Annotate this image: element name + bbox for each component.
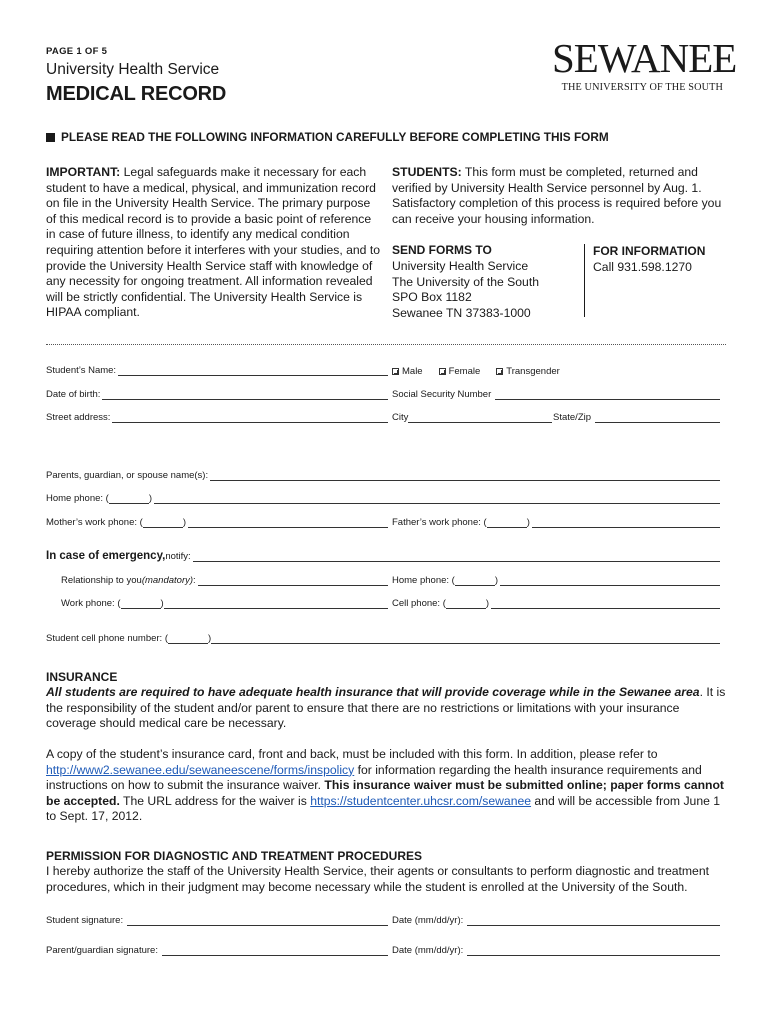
area-code-blank[interactable] — [455, 577, 495, 586]
parents-field[interactable] — [46, 470, 720, 481]
waiver-link[interactable]: https://studentcenter.uhcsr.com/sewanee — [310, 793, 532, 808]
student-name-line[interactable] — [118, 367, 388, 376]
area-code-blank[interactable] — [487, 519, 527, 528]
parent-signature-field[interactable] — [46, 945, 388, 956]
gender-label: Female — [448, 366, 481, 377]
student-signature-label: Student signature: — [46, 915, 124, 926]
student-signature-line[interactable] — [127, 917, 388, 926]
insurance-text: A copy of the student’s insurance card, front and back, must be included with this form. In addition, please refer to — [46, 747, 658, 761]
area-code-blank[interactable] — [168, 635, 208, 644]
state-zip-label: State/Zip — [553, 412, 592, 423]
parent-date-field[interactable] — [392, 945, 720, 956]
cell-phone-line[interactable] — [491, 600, 720, 609]
home-phone-field[interactable] — [46, 493, 720, 504]
father-phone-label: Father’s work phone: ( — [392, 517, 487, 528]
permission-text: I hereby authorize the staff of the University Health Service, their agents or consultants to perform diagnostic and treatment procedures, which in their judgment may become necessary while the student is enrolled at the University of the South. — [46, 864, 709, 894]
close-paren: ) — [182, 517, 186, 528]
insurance-paragraph-2 — [46, 747, 726, 825]
street-field[interactable] — [46, 412, 388, 423]
gender-label: Transgender — [506, 366, 560, 377]
close-paren: ) — [485, 598, 490, 609]
city-field[interactable] — [392, 412, 552, 423]
notice-text: PLEASE READ THE FOLLOWING INFORMATION CAREFULLY BEFORE COMPLETING THIS FORM — [61, 130, 609, 144]
ssn-line[interactable] — [495, 391, 720, 400]
important-paragraph — [46, 165, 382, 321]
student-name-field[interactable] — [46, 365, 388, 376]
student-cell-line[interactable] — [211, 635, 720, 644]
state-zip-field[interactable] — [553, 412, 720, 423]
checkbox-icon[interactable] — [496, 368, 503, 375]
important-lead: IMPORTANT: — [46, 165, 121, 179]
parents-label: Parents, guardian, or spouse name(s): — [46, 470, 209, 481]
gender-label: Male — [402, 366, 423, 377]
relationship-colon: : — [193, 575, 196, 586]
students-text: This form must be completed, returned and verified by University Health Service personnel by Aug. 1. Satisfactory completion of this process is required before you can receive your housing information. — [392, 165, 722, 226]
close-paren: ) — [526, 517, 530, 528]
dotted-divider — [46, 344, 726, 345]
parents-line[interactable] — [210, 472, 720, 481]
city-line[interactable] — [408, 414, 552, 423]
ssn-label: Social Security Number — [392, 389, 492, 400]
date-label: Date (mm/dd/yr): — [392, 945, 464, 956]
home-phone-line[interactable] — [154, 495, 720, 504]
relationship-field[interactable] — [61, 575, 388, 586]
student-signature-field[interactable] — [46, 915, 388, 926]
dob-field[interactable] — [46, 389, 388, 400]
area-code-blank[interactable] — [109, 495, 149, 504]
waiver-notice: This insurance waiver must be submitted online; paper forms cannot be accepted. — [46, 778, 724, 808]
insurance-text: The URL address for the waiver is — [119, 793, 311, 808]
insurance-paragraph-1 — [46, 685, 726, 732]
area-code-blank[interactable] — [143, 519, 183, 528]
state-zip-line[interactable] — [595, 414, 720, 423]
father-phone-field[interactable] — [392, 517, 720, 528]
send-forms-line: Sewanee TN 37383-1000 — [392, 306, 531, 320]
gender-option-male[interactable] — [392, 366, 423, 377]
inspolicy-link[interactable]: http://www2.sewanee.edu/sewaneescene/forms/inspolicy — [46, 762, 355, 777]
page-title: MEDICAL RECORD — [46, 83, 227, 105]
parent-signature-line[interactable] — [162, 947, 388, 956]
insurance-text: . It is the responsibility of the student and/or parent to ensure that there are no restrictions or limitations with your insurance coverage should medical care be necessary. — [46, 685, 726, 731]
close-paren: ) — [208, 633, 212, 644]
emergency-label: In case of emergency, — [46, 550, 166, 562]
mandatory-note: (mandatory) — [141, 575, 194, 586]
work-phone-line[interactable] — [164, 600, 388, 609]
insurance-title: INSURANCE — [46, 670, 118, 684]
relationship-line[interactable] — [198, 577, 388, 586]
send-forms-line: The University of the South — [392, 275, 539, 289]
send-forms-line: SPO Box 1182 — [392, 290, 472, 304]
checkbox-icon[interactable] — [439, 368, 446, 375]
cell-phone-label: Cell phone: ( — [392, 598, 446, 609]
city-label: City — [392, 412, 409, 423]
gender-option-female[interactable] — [439, 366, 481, 377]
date-line[interactable] — [467, 947, 720, 956]
mother-phone-label: Mother’s work phone: ( — [46, 517, 143, 528]
department-name: University Health Service — [46, 61, 220, 78]
insurance-requirement: All students are required to have adequate health insurance that will provide coverage while in the Sewanee area — [46, 685, 700, 699]
students-paragraph — [392, 165, 722, 227]
student-cell-label: Student cell phone number: ( — [46, 633, 168, 644]
permission-title: PERMISSION FOR DIAGNOSTIC AND TREATMENT PROCEDURES — [46, 849, 423, 863]
emergency-home-phone-field[interactable] — [392, 575, 720, 586]
parent-signature-label: Parent/guardian signature: — [46, 945, 158, 956]
send-forms-title: SEND FORMS TO — [392, 243, 492, 257]
students-lead: STUDENTS: — [392, 165, 462, 179]
page-number: PAGE 1 OF 5 — [46, 46, 108, 57]
area-code-blank[interactable] — [446, 600, 486, 609]
dob-label: Date of birth: — [46, 389, 101, 400]
info-title: FOR INFORMATION — [593, 244, 706, 258]
date-line[interactable] — [467, 917, 720, 926]
notice-heading — [46, 130, 609, 144]
student-date-field[interactable] — [392, 915, 720, 926]
ssn-field[interactable] — [392, 389, 720, 400]
checkbox-icon[interactable] — [392, 368, 399, 375]
sewanee-logo: SEWANEE — [552, 35, 737, 81]
student-cell-field[interactable] — [46, 633, 720, 644]
send-forms-line: University Health Service — [392, 259, 529, 273]
insurance-text: and will be accessible from June 1 to Sept. 17, 2012. — [46, 793, 721, 824]
close-paren: ) — [148, 493, 153, 504]
vertical-divider — [584, 244, 585, 317]
important-text: Legal safeguards make it necessary for each student to have a medical, physical, and immunization record on file in the University Health Service. The primary purpose of this medical record is to provide a basic point of reference in case of future illness, to identify any medical condition requiring attention before it interferes with your studies, and to provide the University Health Service staff with knowledge of any necessity for ongoing treatment. All information revealed will be strictly confidential. The University Health Service is HIPAA compliant. — [46, 165, 380, 320]
work-phone-field[interactable] — [61, 598, 388, 609]
father-phone-line[interactable] — [532, 519, 720, 528]
emergency-field[interactable] — [46, 550, 720, 562]
mother-phone-field[interactable] — [46, 517, 388, 528]
gender-option-transgender[interactable] — [496, 366, 560, 377]
mother-phone-line[interactable] — [188, 519, 388, 528]
street-line[interactable] — [112, 414, 388, 423]
relationship-label: Relationship to you — [61, 575, 142, 586]
close-paren: ) — [160, 598, 164, 609]
work-phone-label: Work phone: ( — [61, 598, 121, 609]
emergency-home-phone-label: Home phone: ( — [392, 575, 455, 586]
logo-subtitle: THE UNIVERSITY OF THE SOUTH — [561, 82, 723, 93]
street-label: Street address: — [46, 412, 111, 423]
square-bullet-icon — [46, 133, 55, 142]
close-paren: ) — [494, 575, 499, 586]
emergency-line[interactable] — [193, 553, 720, 562]
gender-options — [392, 366, 560, 377]
insurance-text: for information regarding the health insurance requirements and instructions on how to submit the insurance waiver. — [46, 762, 702, 793]
emergency-home-phone-line[interactable] — [500, 577, 720, 586]
emergency-notify-label: notify: — [165, 551, 191, 562]
date-label: Date (mm/dd/yr): — [392, 915, 464, 926]
dob-line[interactable] — [102, 391, 388, 400]
info-phone: Call 931.598.1270 — [593, 260, 692, 274]
home-phone-label: Home phone: ( — [46, 493, 109, 504]
cell-phone-field[interactable] — [392, 598, 720, 609]
student-name-label: Student’s Name: — [46, 365, 117, 376]
area-code-blank[interactable] — [121, 600, 161, 609]
